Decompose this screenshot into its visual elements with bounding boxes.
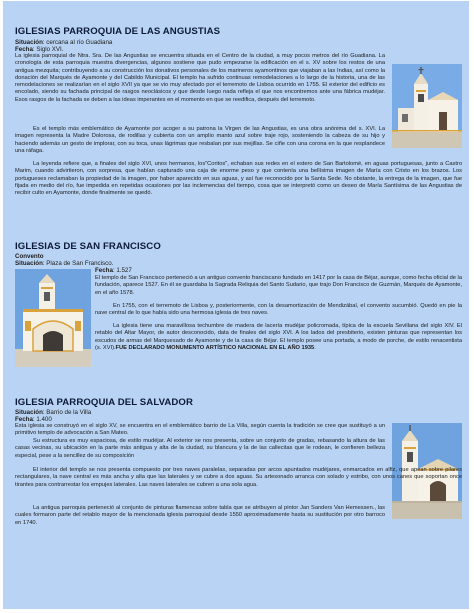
paragraph-salvador-paintings: La antigua parroquia perteneció al conjunto de pinturas flamencas sobre tabla que se atribuyen al pintor Jan Sanders Van Hemessen., las cuales formaron parte del retablo mayor de la mencionada iglesia parroquial desde 1550 aproximadamente hasta su sustitución por otro barroco en 1740. [15, 505, 385, 526]
paragraph-salvador-origin: Esta iglesia se construyó en el siglo XV, se encuentra en el emblemático barrio de La Villa, según cuenta la tradición se cree que sustituyó a un primitivo templo de advocación a San Mateo. [15, 423, 385, 437]
paragraph-salvador-interior: El interior del templo se nos presenta compuesto por tres naves paralelas, separadas por arcos apuntados mudéjares, enmarcados en alfiz, que apean sobre pilares rectangulares, la nave central es más ancha y alta que las laterales y se cubre a dos aguas. Su artesonado arranca con solado y estribo, con unos canes que soportan once tirantes para contrarrestar los empujes laterales. Las naves laterales se cubren a una sola agua. [15, 467, 462, 488]
location-value: : cercana al río Guadiana [42, 39, 113, 46]
paragraph-angustias-image: Es el templo más emblemático de Ayamonte por acoger a su patrona la Virgen de las Angustias, es una obra anónima del s. XVI. La imagen representa la Madre Dolorosa, de rodillas y cubierta con un amplio manto azul sobre traje rojo, sosteniendo la cabeza de su hijo y haciendo además un gesto de implorar, con su toca, unas lágrimas que resbalan por sus mejillas. Se ciñe con una corona en la que resplandece una ráfaga. [15, 126, 385, 154]
section-title-san-francisco: IGLESIAS DE SAN FRANCISCO [15, 241, 161, 252]
interior-text: La iglesia tiene una maravillosa techumbre de madera de lacería mudéjar policromada, típica de la escuela Sevillana del siglo XIV. El retablo del Altar Mayor, de autor desconocido, data de finales del siglo XVI. A los lados del presbiterio, existen pinturas que representan los escudos de armas del Marquesado de Ayamonte y de la casa de Béjar. El templo posee una portada, a modo de porche, de estilo renacentista (s. XVI). [95, 323, 462, 351]
date-line-san-francisco [95, 267, 132, 275]
document-page [3, 1, 469, 609]
monument-declaration: FUE DECLARADO MONUMENTO ARTÍSTICO NACIONAL EN EL AÑO 1935 [115, 344, 315, 351]
paragraph-salvador-structure: Su estructura es muy espaciosa, de estilo mudéjar. Al exterior se nos presenta, sobre un conjunto de gradas, rebasando la altura de las casas vecinas, su ubicación en la parte más antigua y alta de la ciudad, su blancura y la de las callecitas que le rodean, le confieren belleza especial, pese a la sencillez de su composición [15, 438, 385, 459]
date-value: : 1.527 [112, 267, 132, 274]
interior-end: . [314, 344, 316, 351]
paragraph-angustias-history: La iglesia parroquial de Ntra. Sra. De las Angustias se encuentra situada en el Centro de la ciudad, a muy pocos metros del río Guadiana. La cronología de esta parroquia muestra divergencias, algunos sostiene que pudo empezarse la edificación en el s. XV sobre los restos de una antigua mezquita; contribuyendo a su construcción los donativos personales de los marineros ayamontinos que viajaban a las Indias, así como la donación del Marqués de Ayamonte y del Cabildo Municipal. El templo ha sufrido continuas remodelaciones a lo largo de la historia, una de las remodelaciones se realizarían en el siglo XVII ya que se vio muy afectado por el terremoto de Lisboa ocurrido en 1755. El exterior del edificio es encolado, siendo su fachada principal de rasgos neoclásicos y que desde luego nada refleja el que nos encontremos ante una fábrica mudéjar. Esos rasgos de la fachada se deben a las ideas imperantes en el momento en que se reedifica, después del terremoto. [15, 53, 385, 103]
church-san-francisco-drawing [15, 269, 91, 367]
date-value: : 1.400 [32, 416, 52, 423]
paragraph-san-francisco-interior [95, 323, 462, 352]
date-label: Fecha [15, 46, 33, 53]
location-value: : Plaza de San Francisco. [42, 260, 114, 267]
church-photo-san-francisco [15, 269, 91, 367]
date-label: Fecha [95, 267, 113, 274]
section-title-angustias: IGLESIAS PARROQUIA DE LAS ANGUSTIAS [15, 26, 221, 37]
location-label: Situación [15, 260, 43, 267]
date-value: : Siglo XVI. [32, 46, 64, 53]
church-angustias-drawing [392, 64, 462, 148]
section-title-salvador: IGLESIA PARROQUIA DEL SALVADOR [15, 397, 194, 408]
paragraph-san-francisco-history: El templo de San Francisco perteneció a un antiguo convento franciscano fundado en 1417 por la casa de Béjar, aunque, como fecha oficial de la fundación, aparece 1527. En él se guardaba la Sagrada Reliquia del Santo Sudario, que trajo Don Francisco de Guzmán, Marqués de Ayamonte, en el año 1578. [95, 275, 462, 296]
location-value: : Barrio de la Villa [42, 409, 92, 416]
subtitle-text: Convento [15, 253, 44, 260]
location-label: Situación [15, 409, 43, 416]
date-label: Fecha [15, 416, 33, 423]
paragraph-san-francisco-earthquake: En 1755, con el terremoto de Lisboa y, posteriormente, con la desamortización de Mendizábal, el convento sucumbió. Quedó en pie la nave central de lo que había sido una hermosa iglesia de tres naves. [95, 303, 462, 317]
paragraph-angustias-legend: La leyenda refiere que, a finales del siglo XVI, unos hermanos, los"Coritos", echaban sus redes en el estero de San Bartolomé, en aguas portuguesas, junto a Castro Marim, cuando advirtieron, con sorpresa, que habían capturado una caja de enorme peso y que contenía una bellísima imagen de María con Cristo en los brazos. Los portugueses reclamaban la propiedad de la imagen, por haber aparecido en sus aguas, y así fue reconocido por la Santa Sede. No obstante, la entrega de la imagen, que fue fijada en medio del río, fue impedida en repetidas ocasiones por las inclemencias del tiempo, cosa que se interpretó como un deseo de María Santísima de las Angustias de recibir culto en Ayamonte, donde finalmente se quedó. [15, 161, 462, 197]
church-photo-angustias [392, 64, 462, 148]
location-label: Situación [15, 39, 43, 46]
